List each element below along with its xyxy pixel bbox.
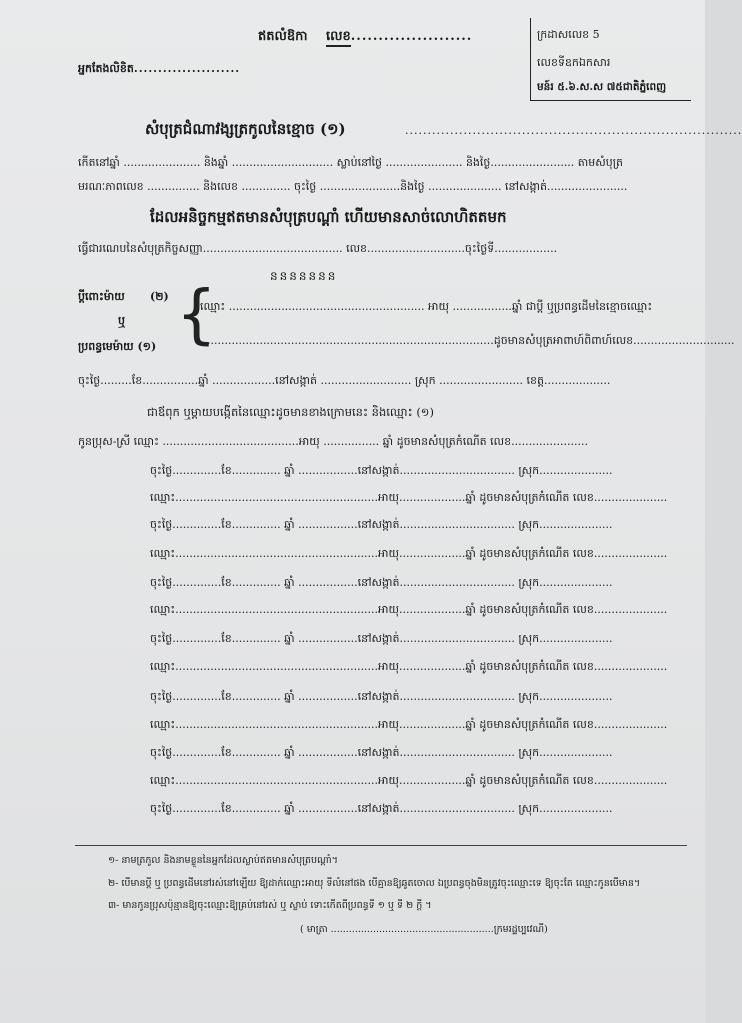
reference-row[interactable]: ធ្វើជារណេបនៃសំបុត្រកិច្ចសញ្ញា........................................ លេខ............................ចុះថ្ងៃទី.................. bbox=[78, 242, 558, 255]
child-row-name[interactable]: ឈ្មោះ..........................................................អាយុ...................ឆ្នាំ ដូចមានសំបុត្រកំណើត លេខ..................... bbox=[150, 491, 668, 504]
child-row-date[interactable]: ចុះថ្ងៃ..............ខែ.............. ឆ្នាំ .................នៅសង្កាត់................................. ស្រុក..................... bbox=[150, 746, 613, 759]
child-row-name[interactable]: ឈ្មោះ..........................................................អាយុ...................ឆ្នាំ ដូចមានសំបុត្រកំណើត លេខ..................... bbox=[150, 547, 668, 560]
reference-box bbox=[530, 18, 691, 101]
child-row-name[interactable]: ឈ្មោះ..........................................................អាយុ...................ឆ្នាំ ដូចមានសំបុត្រកំណើត លេខ..................... bbox=[150, 718, 668, 731]
child-row-date[interactable]: ចុះថ្ងៃ..............ខែ.............. ឆ្នាំ .................នៅសង្កាត់................................. ស្រុក..................... bbox=[150, 632, 613, 645]
husband-note-number: (២) bbox=[150, 290, 169, 303]
child-row-name[interactable]: ឈ្មោះ..........................................................អាយុ...................ឆ្នាំ ដូចមានសំបុត្រកំណើត លេខ..................... bbox=[150, 660, 668, 673]
child-row-name[interactable]: ឈ្មោះ..........................................................អាយុ...................ឆ្នាំ ដូចមានសំបុត្រកំណើត លេខ..................... bbox=[150, 774, 668, 787]
footnote-2: ២- បើមានប្ដី ឬ ប្រពន្ធដើមនៅរស់នៅឡើយ ឱ្យដាក់ឈ្មោះអាយុ ទីលំនៅផង បើគ្មានឱ្យឆូតចោល ឯប្រពន្ធចុងមិនត្រូវចុះឈ្មោះទេ ឱ្យចុះតែ ឈ្មោះកូនបើមាន។ bbox=[108, 878, 641, 889]
number-field[interactable] bbox=[326, 30, 472, 44]
subtitle: ដែលអនិច្ចកម្មឥតមានសំបុត្របណ្ដាំ ហើយមានសាច់លោហិតតមក bbox=[150, 208, 507, 226]
info-row-birth-death[interactable]: កើតនៅឆ្នាំ ...................... និងឆ្នាំ ............................. ស្លាប់នៅថ្ងៃ ...................... និងថ្ងៃ........................ តាមសំបុត្រ bbox=[78, 156, 623, 169]
main-title-dots[interactable]: ........................................................................... bbox=[405, 124, 742, 137]
spouse-date-row[interactable]: ចុះថ្ងៃ.........ខែ................ឆ្នាំ ..................នៅសង្កាត់ .......................... ស្រុក ........................ ខេត្ត................... bbox=[78, 374, 611, 387]
main-title: សំបុត្រជំណាវង្សត្រកូលនៃខ្មោច (១) bbox=[145, 120, 346, 138]
footnote-1: ១- នាមត្រកូល និងនាមខ្លួននៃអ្នកដែលស្លាប់ឥតមានសំបុត្របណ្ដាំ។ bbox=[108, 855, 338, 866]
children-first-row[interactable]: កូនប្រុស-ស្រី ឈ្មោះ .......................................អាយុ ................ ឆ្នាំ ដូចមានសំបុត្រកំណើត លេខ...................... bbox=[78, 435, 589, 448]
writer-label: អ្នកតែងលិខិត bbox=[78, 62, 134, 75]
ref-office-stamp: មន៍រ ៥.៦.ស.ស ៧៥ជាតិភ្នំពេញ bbox=[537, 81, 667, 93]
or-label: ឬ bbox=[118, 314, 125, 327]
child-row-date[interactable]: ចុះថ្ងៃ..............ខែ.............. ឆ្នាំ .................នៅសង្កាត់................................. ស្រុក..................... bbox=[150, 576, 613, 589]
heirs-intro: ជាឪពុក ឬម្ដាយបង្កើតនៃឈ្មោះដូចមានខាងក្រោមនេះ និងឈ្មោះ (១) bbox=[147, 405, 435, 419]
ref-paper-number: ក្រដាសលេខ 5 bbox=[537, 28, 600, 41]
child-row-date[interactable]: ចុះថ្ងៃ..............ខែ.............. ឆ្នាំ .................នៅសង្កាត់................................. ស្រុក..................... bbox=[150, 690, 613, 703]
child-row-date[interactable]: ចុះថ្ងៃ..............ខែ.............. ឆ្នាំ .................នៅសង្កាត់................................. ស្រុក..................... bbox=[150, 464, 613, 477]
ornament-divider: ននននននន bbox=[270, 269, 338, 283]
footnote-3: ៣- មានកូនប្រុសប៉ុន្មានឱ្យចុះឈ្មោះឱ្យគ្រប់នៅរស់ ឬ ស្លាប់ ទោះកើតពីប្រពន្ធទី ១ ឬ ទី ២ ក្ដី ។ bbox=[108, 900, 432, 911]
ref-archive-number: លេខទីឧកឯកសារ bbox=[537, 56, 611, 69]
child-row-name[interactable]: ឈ្មោះ..........................................................អាយុ...................ឆ្នាំ ដូចមានសំបុត្រកំណើត លេខ..................... bbox=[150, 603, 668, 616]
husband-label: ប្ដីពោះម៉ាយ bbox=[78, 290, 125, 303]
writer-dots: ...................... bbox=[133, 62, 241, 75]
spouse-marriage-row[interactable]: ....................................................................................ដូចមានសំបុត្រអាពាហ៍ពិពាហ៍លេខ............................. bbox=[200, 334, 735, 347]
footnote-article-reference: ( មាត្រា ......................................................ក្រមរដ្ឋប្បវេណី) bbox=[300, 924, 548, 935]
number-label: លេខ bbox=[326, 29, 351, 47]
wife-label: ប្រពន្ធមេម៉ាយ (១) bbox=[78, 340, 157, 353]
number-dots: ...................... bbox=[350, 29, 473, 44]
form-title: ឥតលំឱកា bbox=[258, 29, 308, 44]
child-row-date[interactable]: ចុះថ្ងៃ..............ខែ.............. ឆ្នាំ .................នៅសង្កាត់................................. ស្រុក..................... bbox=[150, 518, 613, 531]
footnote-divider bbox=[75, 845, 687, 846]
writer-field[interactable] bbox=[78, 62, 240, 76]
info-row-death-record[interactable]: មរណៈភាពលេខ ............... និងលេខ .............. ចុះថ្ងៃ .......................និងថ្ងៃ ..................... នៅសង្កាត់....................... bbox=[78, 180, 628, 193]
child-row-date[interactable]: ចុះថ្ងៃ..............ខែ.............. ឆ្នាំ .................នៅសង្កាត់................................. ស្រុក..................... bbox=[150, 802, 613, 815]
spouse-name-row[interactable]: ឈ្មោះ ........................................................ អាយុ .................ឆ្នាំ ជាប្ដី ឬប្រពន្ធដើមនៃខ្មោចឈ្មោះ bbox=[200, 300, 653, 313]
brace-glyph: { bbox=[176, 278, 217, 352]
